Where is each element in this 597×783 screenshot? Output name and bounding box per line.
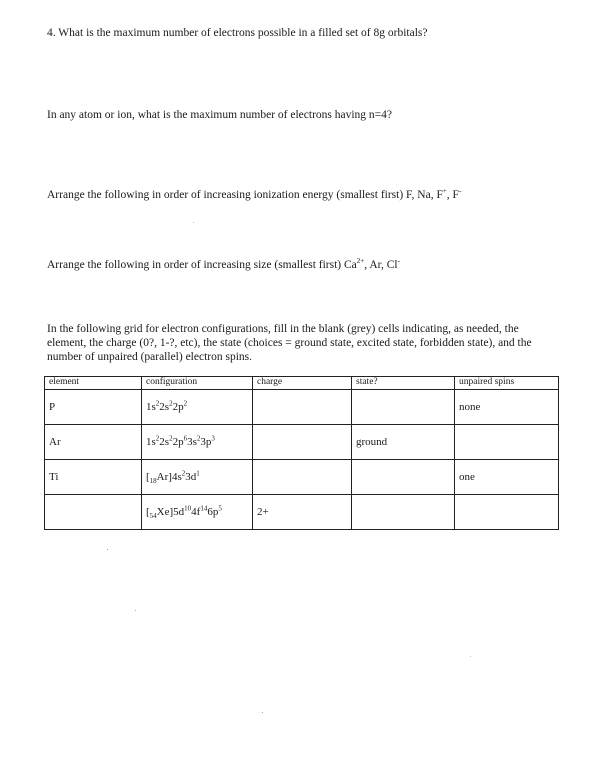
cell-charge-blank[interactable] bbox=[253, 425, 352, 460]
cell-charge-blank[interactable] bbox=[253, 390, 352, 425]
scan-speck bbox=[262, 712, 263, 713]
cell-spins: none bbox=[455, 390, 559, 425]
cell-configuration: $[_{18}Ar]4s^23d^1$ bbox=[142, 460, 253, 495]
cell-element-blank[interactable] bbox=[45, 495, 142, 530]
cell-state: ground bbox=[352, 425, 455, 460]
table-row bbox=[45, 390, 559, 425]
question-4: 4. What is the maximum number of electrons possible in a filled set of 8g orbitals? bbox=[47, 27, 428, 39]
cell-spins: one bbox=[455, 460, 559, 495]
cell-state-blank[interactable] bbox=[352, 460, 455, 495]
cell-configuration: $1s^22s^22p^2$ bbox=[142, 390, 253, 425]
cell-charge-blank[interactable] bbox=[253, 460, 352, 495]
table-row bbox=[45, 460, 559, 495]
question-6-text: Arrange the following in order of increasing ionization energy (smallest first) F, Na, F bbox=[47, 189, 443, 201]
header-row bbox=[45, 377, 559, 390]
scan-speck bbox=[470, 656, 471, 657]
question-7-text: Arrange the following in order of increasing size (smallest first) Ca bbox=[47, 259, 357, 271]
question-5: In any atom or ion, what is the maximum number of electrons having n=4? bbox=[47, 109, 393, 121]
scan-speck bbox=[193, 222, 194, 223]
table-row bbox=[45, 425, 559, 460]
question-6: Arrange the following in order of increasing ionization energy (smallest first) F, Na, F+, F- bbox=[47, 187, 462, 201]
header-element: element bbox=[45, 377, 142, 390]
header-unpaired-spins: unpaired spins bbox=[455, 377, 559, 390]
cell-spins-blank[interactable] bbox=[455, 425, 559, 460]
cell-configuration: $1s^22s^22p^63s^23p^3$ bbox=[142, 425, 253, 460]
cell-state-blank[interactable] bbox=[352, 495, 455, 530]
header-configuration: configuration bbox=[142, 377, 253, 390]
electron-config-grid bbox=[44, 376, 559, 530]
cell-element: Ar bbox=[45, 425, 142, 460]
question-7: Arrange the following in order of increasing size (smallest first) $Ca^{2+}$, Ar, Cl- bbox=[47, 257, 400, 271]
cell-charge: 2+ bbox=[253, 495, 352, 530]
scan-speck bbox=[107, 549, 108, 550]
cell-spins-blank[interactable] bbox=[455, 495, 559, 530]
cell-configuration: $[_{54}Xe]5d^{10}4f^{14}6p^5$ bbox=[142, 495, 253, 530]
cell-state-blank[interactable] bbox=[352, 390, 455, 425]
table-row bbox=[45, 495, 559, 530]
scan-speck bbox=[135, 610, 136, 611]
cell-element: Ti bbox=[45, 460, 142, 495]
grid-instructions: In the following grid for electron configurations, fill in the blank (grey) cells indicating, as needed, the element, the charge (0?, 1-?, etc), the state (choices = ground state, excited state, forbidden state), and the number of unpaired (parallel) electron spins. bbox=[47, 323, 532, 363]
header-charge: charge bbox=[253, 377, 352, 390]
cell-element: P bbox=[45, 390, 142, 425]
header-state: state? bbox=[352, 377, 455, 390]
